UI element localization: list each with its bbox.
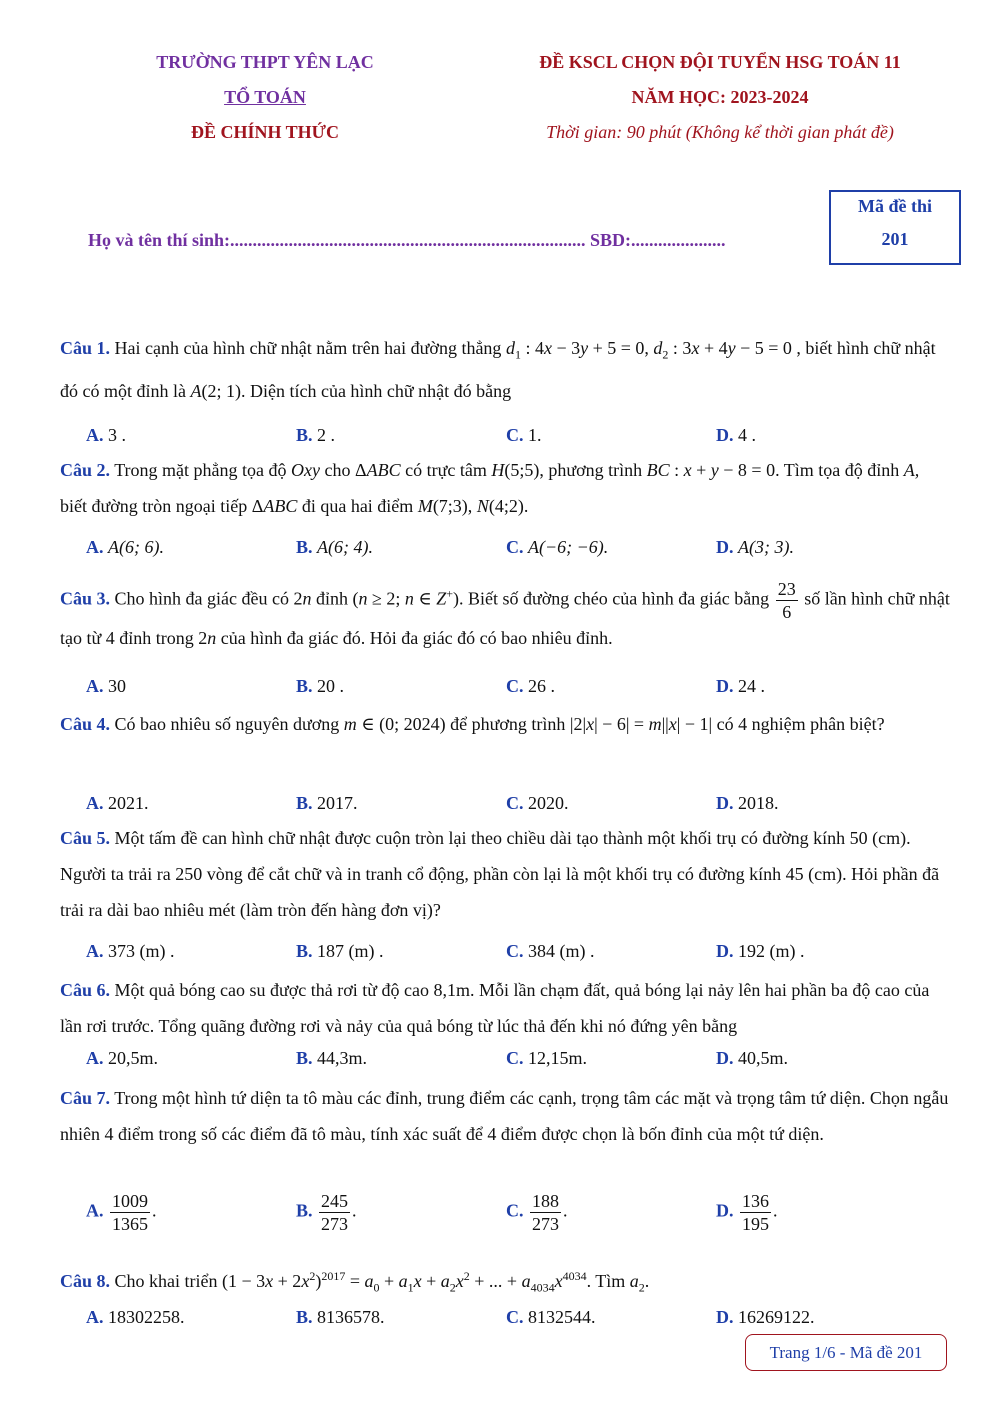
- question-7: Câu 7. Trong một hình tứ diện ta tô màu các đỉnh, trung điểm các cạnh, trọng tâm các mặt và trọng tâm tứ diện. Chọn ngẫu nhiên 4 điểm trong số các điểm đã tô màu, tính xác suất để 4 điểm được chọn là bốn đỉnh của một tứ diện.: [60, 1088, 949, 1144]
- question-number: Câu 2.: [60, 460, 111, 480]
- department-name: TỔ TOÁN: [224, 87, 306, 107]
- official-label: ĐỀ CHÍNH THỨC: [190, 122, 340, 142]
- question-number: Câu 8.: [60, 1271, 111, 1291]
- question-8: Câu 8. Cho khai triển $(1 - 3x + 2x^2)^{2017} = a_0 + a_1x + a_2x^2$ + ... + $a_{4034}x^{4034}$. Tìm $a_2$.: [60, 1269, 650, 1295]
- q8-option-c[interactable]: C. 8132544.: [506, 1307, 596, 1327]
- question-6: Câu 6. Một quả bóng cao su được thả rơi từ độ cao 8,1m. Mỗi lần chạm đất, quả bóng lại nảy lên hai phần ba độ cao của lần rơi trước. Tổng quãng đường rơi và nảy của quả bóng từ lúc thả đến khi nó đứng yên bằng: [60, 980, 930, 1036]
- q1-option-a[interactable]: A. 3 .: [86, 425, 126, 445]
- question-number: Câu 1.: [60, 338, 111, 358]
- question-number: Câu 6.: [60, 980, 111, 1000]
- exam-title: ĐỀ KSCL CHỌN ĐỘI TUYỂN HSG TOÁN 11: [539, 52, 901, 72]
- question-5: Câu 5. Một tấm đề can hình chữ nhật được cuộn tròn lại theo chiều dài tạo thành một khối trụ có đường kính 50 (cm). Người ta trải ra 250 vòng để cắt chữ và in tranh cổ động, phần còn lại là một khối trụ có đường kính 45 (cm). Hỏi phần đã trải ra dài bao nhiêu mét (làm tròn đến hàng đơn vị)?: [60, 828, 940, 920]
- q1-option-c[interactable]: C. 1.: [506, 425, 542, 445]
- q5-option-a[interactable]: A. 373 (m) .: [86, 941, 175, 961]
- candidate-info-line: Họ và tên thí sinh:............................................................................... SBD:.....................: [88, 230, 726, 250]
- question-number: Câu 5.: [60, 828, 111, 848]
- q5-option-b[interactable]: B. 187 (m) .: [296, 941, 384, 961]
- q2-option-a[interactable]: A. A(6; 6).: [86, 537, 164, 557]
- q6-option-a[interactable]: A. 20,5m.: [86, 1048, 159, 1068]
- q8-option-b[interactable]: B. 8136578.: [296, 1307, 385, 1327]
- q4-option-d[interactable]: D. 2018.: [716, 793, 779, 813]
- q6-option-d[interactable]: D. 40,5m.: [716, 1048, 789, 1068]
- q4-option-a[interactable]: A. 2021.: [86, 793, 149, 813]
- q3-option-d[interactable]: D. 24 .: [716, 676, 765, 696]
- q3-option-a[interactable]: A. 30: [86, 676, 126, 696]
- q4-option-c[interactable]: C. 2020.: [506, 793, 569, 813]
- school-year: NĂM HỌC: 2023-2024: [631, 87, 809, 107]
- q7-option-b[interactable]: B. $\frac{245}{273}$ .: [296, 1191, 357, 1234]
- question-number: Câu 7.: [60, 1088, 111, 1108]
- question-1: Câu 1. Hai cạnh của hình chữ nhật nằm trên hai đường thẳng $d_1$ : 4x − 3y + 5 = 0, $d_2$ : 3x + 4y − 5 = 0 , biết hình chữ nhật đó có một đỉnh là A(2; 1). Diện tích của hình chữ nhật đó bằng: [60, 338, 936, 401]
- q1-option-d[interactable]: D. 4 .: [716, 425, 756, 445]
- q7-option-d[interactable]: D. $\frac{136}{195}$ .: [716, 1191, 778, 1234]
- exam-time: Thời gian: 90 phút (Không kể thời gian phát đề): [546, 122, 894, 142]
- school-name: TRƯỜNG THPT YÊN LẠC: [156, 52, 374, 72]
- question-2: Câu 2. Trong mặt phẳng tọa độ Oxy cho ΔABC có trực tâm H(5;5), phương trình BC : x + y − 8 = 0. Tìm tọa độ đỉnh A, biết đường tròn ngoại tiếp ΔABC đi qua hai điểm M(7;3), N(4;2).: [60, 460, 920, 516]
- q7-option-c[interactable]: C. $\frac{188}{273}$ .: [506, 1191, 568, 1234]
- q4-option-b[interactable]: B. 2017.: [296, 793, 358, 813]
- q6-option-c[interactable]: C. 12,15m.: [506, 1048, 588, 1068]
- q2-option-c[interactable]: C. A(−6; −6).: [506, 537, 609, 557]
- exam-code-box: [829, 190, 961, 265]
- exam-code-value: 201: [881, 229, 909, 249]
- q5-option-d[interactable]: D. 192 (m) .: [716, 941, 805, 961]
- q6-option-b[interactable]: B. 44,3m.: [296, 1048, 368, 1068]
- question-number: Câu 3.: [60, 588, 111, 609]
- q8-option-a[interactable]: A. 18302258.: [86, 1307, 185, 1327]
- q3-option-c[interactable]: C. 26 .: [506, 676, 555, 696]
- q8-option-d[interactable]: D. 16269122.: [716, 1307, 815, 1327]
- exam-code-label: Mã đề thi: [858, 196, 932, 216]
- q7-option-a[interactable]: A. $\frac{1009}{1365}$ .: [86, 1191, 157, 1234]
- q5-option-c[interactable]: C. 384 (m) .: [506, 941, 595, 961]
- q1-option-b[interactable]: B. 2 .: [296, 425, 336, 445]
- page-footer: Trang 1/6 - Mã đề 201: [745, 1334, 947, 1371]
- q2-option-b[interactable]: B. A(6; 4).: [296, 537, 373, 557]
- q2-option-d[interactable]: D. A(3; 3).: [716, 537, 794, 557]
- question-4: Câu 4. Có bao nhiêu số nguyên dương m ∈ (0; 2024) để phương trình |2|x| − 6| = m||x| − 1| có 4 nghiệm phân biệt?: [60, 714, 885, 734]
- q3-option-b[interactable]: B. 20 .: [296, 676, 345, 696]
- question-3: Câu 3. Cho hình đa giác đều có 2n đỉnh (n ≥ 2; n ∈ Z+). Biết số đường chéo của hình đa giác bằng $\frac{23}{6}$ số lần hình chữ nhật tạo từ 4 đỉnh trong 2n của hình đa giác đó. Hỏi đa giác đó có bao nhiêu đỉnh.: [60, 579, 950, 648]
- question-number: Câu 4.: [60, 714, 111, 734]
